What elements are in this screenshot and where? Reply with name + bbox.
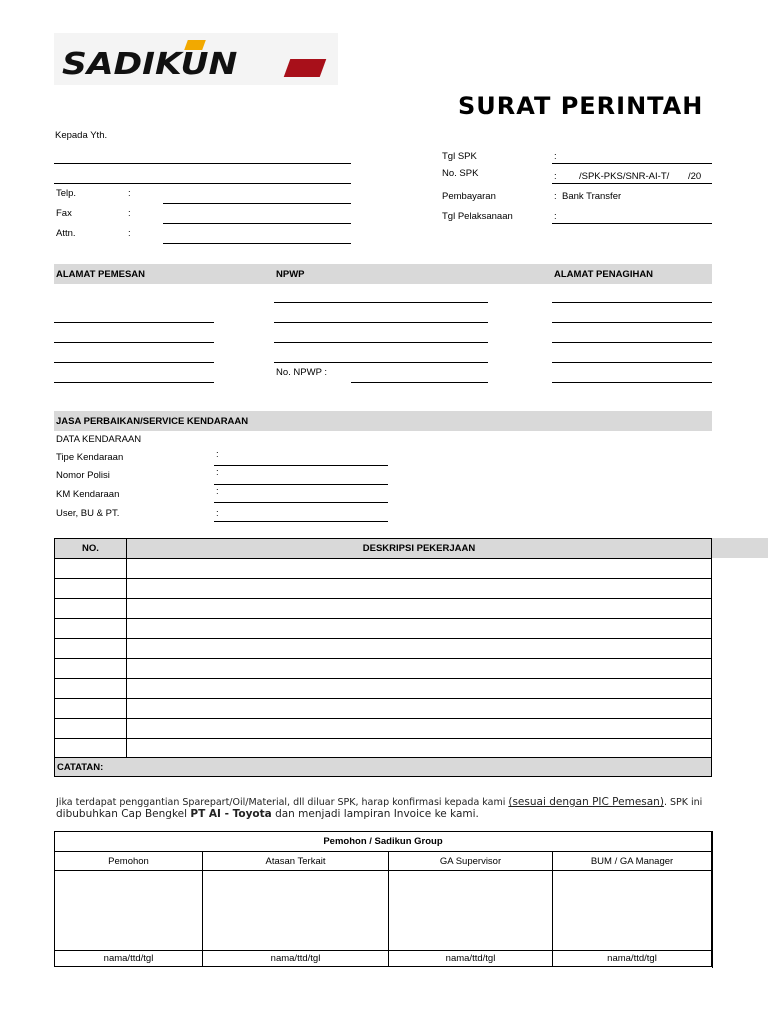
recipient-line-2[interactable] bbox=[54, 183, 351, 184]
deskripsi-column-header: DESKRIPSI PEKERJAAN bbox=[127, 539, 712, 559]
deskripsi-cell[interactable] bbox=[127, 679, 712, 699]
company-logo: SADIKUN bbox=[62, 47, 238, 82]
table-row bbox=[55, 599, 712, 619]
no-spk-year: /20 bbox=[688, 171, 702, 182]
npwp-line-1[interactable] bbox=[274, 302, 488, 303]
tgl-pelaksanaan-label: Tgl Pelaksanaan bbox=[442, 211, 513, 222]
note-line-1 bbox=[56, 796, 712, 808]
service-header: JASA PERBAIKAN/SERVICE KENDARAAN bbox=[56, 416, 249, 427]
alamat-penagihan-line-1[interactable] bbox=[552, 302, 712, 303]
no-cell[interactable] bbox=[55, 739, 127, 759]
deskripsi-cell[interactable] bbox=[127, 719, 712, 739]
user-colon: : bbox=[216, 508, 219, 519]
no-cell[interactable] bbox=[55, 599, 127, 619]
npwp-line-3[interactable] bbox=[274, 342, 488, 343]
alamat-penagihan-line-4[interactable] bbox=[552, 362, 712, 363]
no-npwp-field[interactable] bbox=[351, 382, 488, 383]
table-row bbox=[55, 639, 712, 659]
tipe-kendaraan-label: Tipe Kendaraan bbox=[56, 452, 124, 463]
deskripsi-cell[interactable] bbox=[127, 699, 712, 719]
role-bum-ga-manager: BUM / GA Manager bbox=[553, 852, 712, 871]
no-column-header: NO. bbox=[55, 539, 127, 559]
tgl-pelaksanaan-colon: : bbox=[554, 211, 557, 222]
bengkel-name: PT AI - Toyota bbox=[190, 808, 272, 820]
fax-field[interactable] bbox=[163, 223, 351, 224]
note-line-2-end: dan menjadi lampiran Invoice ke kami. bbox=[271, 808, 479, 820]
telp-field[interactable] bbox=[163, 203, 351, 204]
no-cell[interactable] bbox=[55, 639, 127, 659]
user-field[interactable] bbox=[214, 521, 388, 522]
alamat-penagihan-line-2[interactable] bbox=[552, 322, 712, 323]
signature-footer-atasan: nama/ttd/tgl bbox=[203, 951, 389, 967]
catatan-row[interactable] bbox=[54, 757, 712, 777]
tipe-kendaraan-colon: : bbox=[216, 449, 219, 460]
user-label: User, BU & PT. bbox=[56, 508, 120, 519]
alamat-pemesan-line-3[interactable] bbox=[54, 362, 214, 363]
deskripsi-cell[interactable] bbox=[127, 639, 712, 659]
alamat-pemesan-line-4[interactable] bbox=[54, 382, 214, 383]
signature-box-ga-supervisor[interactable] bbox=[389, 871, 553, 951]
data-kendaraan-label: DATA KENDARAAN bbox=[56, 434, 142, 445]
km-kendaraan-field[interactable] bbox=[214, 502, 388, 503]
alamat-penagihan-line-3[interactable] bbox=[552, 342, 712, 343]
note-line-2 bbox=[56, 808, 712, 820]
tgl-spk-field[interactable] bbox=[552, 163, 712, 164]
signature-footer-pemohon: nama/ttd/tgl bbox=[55, 951, 203, 967]
tgl-spk-label: Tgl SPK bbox=[442, 151, 477, 162]
kepada-label: Kepada Yth. bbox=[55, 130, 108, 141]
attn-field[interactable] bbox=[163, 243, 351, 244]
fax-label: Fax bbox=[56, 208, 72, 219]
no-cell[interactable] bbox=[55, 559, 127, 579]
deskripsi-cell[interactable] bbox=[127, 619, 712, 639]
signature-box-atasan[interactable] bbox=[203, 871, 389, 951]
address-header-band bbox=[54, 264, 712, 284]
no-cell[interactable] bbox=[55, 699, 127, 719]
signature-box-bum[interactable] bbox=[553, 871, 712, 951]
signature-extra-column-edge bbox=[712, 831, 713, 968]
catatan-label: CATATAN: bbox=[57, 762, 104, 773]
tgl-spk-colon: : bbox=[554, 151, 557, 162]
nomor-polisi-field[interactable] bbox=[214, 484, 388, 485]
deskripsi-cell[interactable] bbox=[127, 739, 712, 759]
signature-footer-ga-supervisor: nama/ttd/tgl bbox=[389, 951, 553, 967]
alamat-penagihan-header: ALAMAT PENAGIHAN bbox=[554, 269, 654, 280]
note-line-2-text: dibubuhkan Cap Bengkel bbox=[56, 808, 191, 820]
no-npwp-label: No. NPWP : bbox=[276, 367, 328, 378]
alamat-pemesan-line-1[interactable] bbox=[54, 322, 214, 323]
deskripsi-cell[interactable] bbox=[127, 659, 712, 679]
pembayaran-value: Bank Transfer bbox=[562, 191, 622, 202]
signature-footer-bum: nama/ttd/tgl bbox=[553, 951, 712, 967]
table-row bbox=[55, 559, 712, 579]
nomor-polisi-colon: : bbox=[216, 467, 219, 478]
no-spk-label: No. SPK bbox=[442, 168, 479, 179]
service-header-band bbox=[54, 411, 712, 431]
signature-group-title: Pemohon / Sadikun Group bbox=[55, 832, 712, 852]
attn-colon: : bbox=[128, 228, 131, 239]
note-line-1-text: Jika terdapat penggantian Sparepart/Oil/Material, dll diluar SPK, harap konfirmasi kepada kami bbox=[56, 797, 509, 808]
no-spk-value: /SPK-PKS/SNR-AI-T/ bbox=[579, 171, 670, 182]
no-cell[interactable] bbox=[55, 579, 127, 599]
no-cell[interactable] bbox=[55, 719, 127, 739]
alamat-pemesan-line-2[interactable] bbox=[54, 342, 214, 343]
fax-colon: : bbox=[128, 208, 131, 219]
nomor-polisi-label: Nomor Polisi bbox=[56, 470, 110, 481]
pembayaran-colon: : bbox=[554, 191, 557, 202]
km-kendaraan-label: KM Kendaraan bbox=[56, 489, 120, 500]
npwp-line-4[interactable] bbox=[274, 362, 488, 363]
telp-colon: : bbox=[128, 188, 131, 199]
npwp-line-2[interactable] bbox=[274, 322, 488, 323]
alamat-pemesan-header: ALAMAT PEMESAN bbox=[56, 269, 146, 280]
npwp-header: NPWP bbox=[276, 269, 305, 280]
alamat-penagihan-line-5[interactable] bbox=[552, 382, 712, 383]
note-line-1-end: . SPK ini bbox=[663, 797, 703, 808]
table-row bbox=[55, 659, 712, 679]
no-spk-colon: : bbox=[554, 171, 557, 182]
signature-table bbox=[54, 831, 712, 967]
km-kendaraan-colon: : bbox=[216, 486, 219, 497]
table-row bbox=[55, 719, 712, 739]
role-atasan-terkait: Atasan Terkait bbox=[203, 852, 389, 871]
table-row bbox=[55, 699, 712, 719]
table-row bbox=[55, 619, 712, 639]
pembayaran-label: Pembayaran bbox=[442, 191, 496, 202]
job-description-table bbox=[54, 538, 712, 759]
role-ga-supervisor: GA Supervisor bbox=[389, 852, 553, 871]
telp-label: Telp. bbox=[56, 188, 77, 199]
deskripsi-cell[interactable] bbox=[127, 559, 712, 579]
deskripsi-cell[interactable] bbox=[127, 579, 712, 599]
tipe-kendaraan-field[interactable] bbox=[214, 465, 388, 466]
logo-red-bar bbox=[284, 59, 327, 77]
no-cell[interactable] bbox=[55, 619, 127, 639]
pic-pemesan-note: (sesuai dengan PIC Pemesan) bbox=[508, 796, 664, 808]
table-row bbox=[55, 679, 712, 699]
deskripsi-cell[interactable] bbox=[127, 599, 712, 619]
tgl-pelaksanaan-field[interactable] bbox=[552, 223, 712, 224]
no-cell[interactable] bbox=[55, 679, 127, 699]
role-pemohon: Pemohon bbox=[55, 852, 203, 871]
document-title: SURAT PERINTAH bbox=[458, 92, 704, 120]
table-row bbox=[55, 579, 712, 599]
no-cell[interactable] bbox=[55, 659, 127, 679]
table-row bbox=[55, 739, 712, 759]
attn-label: Attn. bbox=[56, 228, 76, 239]
header-overflow-band bbox=[712, 538, 768, 558]
no-spk-field[interactable] bbox=[552, 183, 712, 184]
recipient-line-1[interactable] bbox=[54, 163, 351, 164]
signature-box-pemohon[interactable] bbox=[55, 871, 203, 951]
